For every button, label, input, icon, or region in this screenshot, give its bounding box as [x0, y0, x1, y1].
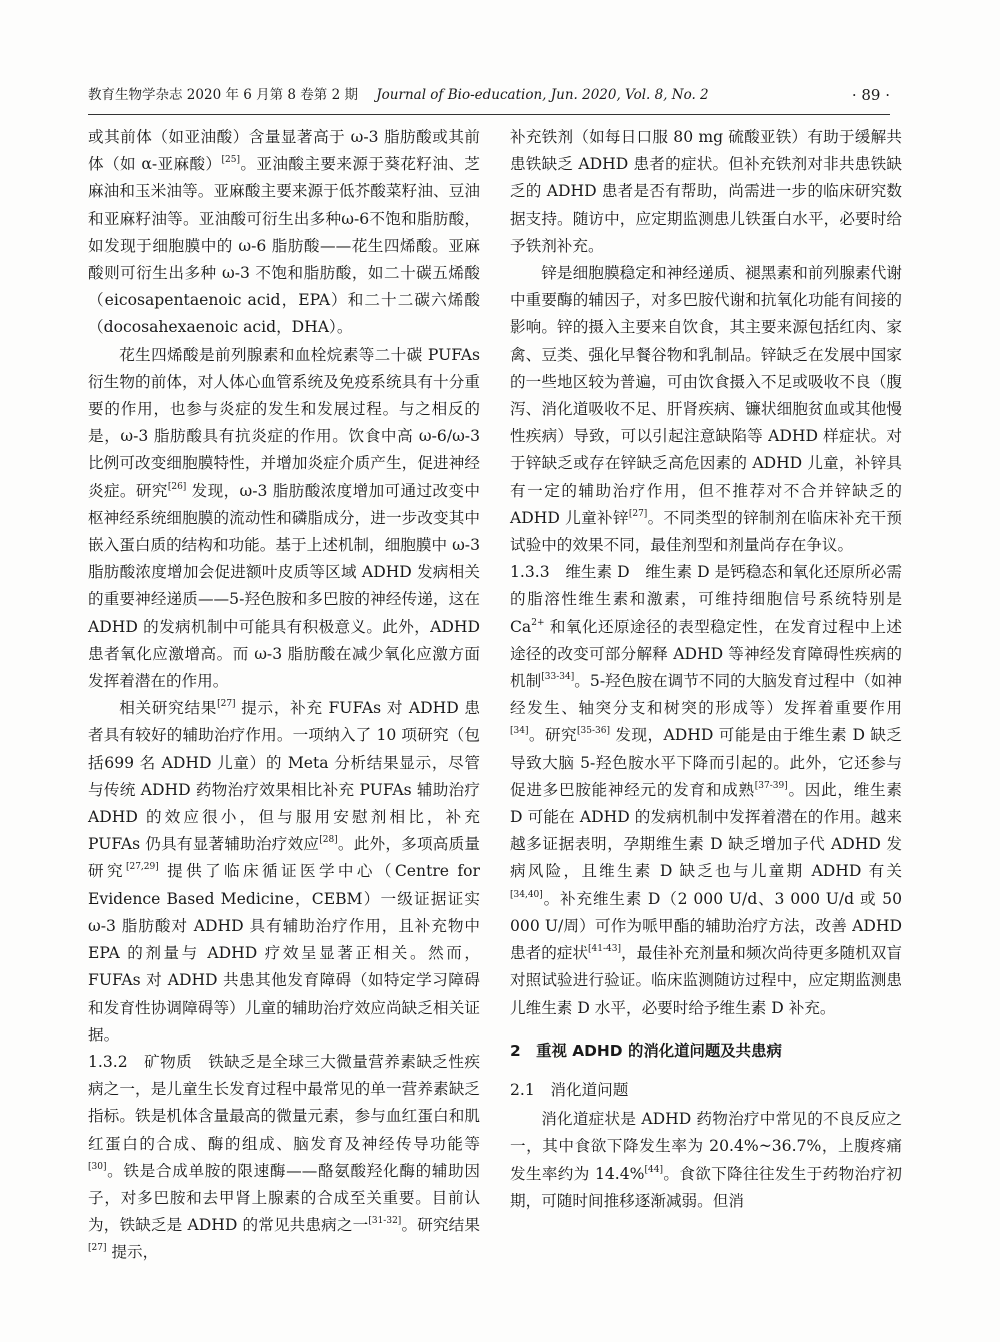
subsection-heading: 2.1 消化道问题	[510, 1080, 629, 1099]
citation[interactable]: [44]	[644, 1164, 663, 1175]
citation[interactable]: [26]	[167, 481, 187, 492]
citation[interactable]: [27]	[88, 1243, 107, 1254]
citation[interactable]: [34]	[510, 726, 529, 737]
page-number: · 89 ·	[851, 86, 890, 104]
issue-info-cn: 2020 年 6 月第 8 卷第 2 期	[186, 87, 358, 103]
citation[interactable]: [37-39]	[754, 780, 788, 791]
paragraph: 相关研究结果[27] 提示，补充 FUFAs 对 ADHD 患者具有较好的辅助治疗作用。一项纳入了 10 项研究（包括699 名 ADHD 儿童）的 Meta 分析结果显示，尽管与传统 ADHD 药物治疗效果相比补充 PUFAs 辅助治疗 ADHD 的效应很小，但与服用安慰剂相比，补充 PUFAs 仍具有显著辅助治疗效应[28]。此外，多项高质量研究[27,29] 提供了临床循证医学中心（Centre for Evidence Based Medicine，CEBM）一级证据证实 ω-3 脂肪酸对 ADHD 具有辅助治疗作用，且补充物中 EPA 的剂量与 ADHD 疗效呈显著正相关。然而，FUFAs 对 ADHD 共患其他发育障碍（如特定学习障碍和发育性协调障碍等）儿童的辅助治疗效应尚缺乏相关证据。	[88, 699, 480, 1044]
paragraph-vitamin-d: 1.3.3 维生素 D 维生素 D 是钙稳态和氧化还原所必需的脂溶性维生素和激素，可维持细胞信号系统特别是 $Ca^{2+}$ 和氧化还原途径的表型稳定性，在发育过程中上述途径的改变可部分解释 ADHD 等神经发育障碍性疾病的机制[33-34]。5-羟色胺在调节不同的大脑发育过程中（如神经发生、轴突分支和树突的形成等）发挥着重要作用[34]。研究[35-36] 发现，ADHD 可能是由于维生素 D 缺乏导致大脑 5-羟色胺水平下降而引起的。此外，它还参与促进多巴胺能神经元的发育和成熟[37-39]。因此，维生素 D 可能在 ADHD 的发病机制中发挥着潜在的作用。越来越多证据表明，孕期维生素 D 缺乏增加子代 ADHD 发病风险，且维生素 D 缺乏也与儿童期 ADHD 有关[34,40]。补充维生素 D（2 000 U/d、3 000 U/d 或 50 000 U/周）可作为哌甲酯的辅助治疗方法，改善 ADHD 患者的症状[41-43]，最佳补充剂量和频次尚待更多随机双盲对照试验进行验证。临床监测随访过程中，应定期监测患儿维生素 D 水平，必要时给予维生素 D 补充。	[510, 563, 902, 1017]
paragraph: 锌是细胞膜稳定和神经递质、褪黑素和前列腺素代谢中重要酶的辅因子，对多巴胺代谢和抗氧化功能有间接的影响。锌的摄入主要来自饮食，其主要来源包括红肉、家禽、豆类、强化早餐谷物和乳制品。锌缺乏在发展中国家的一些地区较为普遍，可由饮食摄入不足或吸收不良（腹泻、消化道吸收不足、肝肾疾病、镰状细胞贫血或其他慢性疾病）导致，可以引起注意缺陷等 ADHD 样症状。对于锌缺乏或存在锌缺乏高危因素的 ADHD 儿童，补锌具有一定的辅助治疗作用，但不推荐对不合并锌缺乏的 ADHD 儿童补锌[27]。不同类型的锌制剂在临床补充干预试验中的效果不同，最佳剂型和剂量尚存在争议。	[510, 264, 902, 555]
header-journal-info	[88, 82, 709, 108]
citation[interactable]: [33-34]	[541, 672, 575, 683]
citation[interactable]: [27,29]	[125, 862, 159, 873]
paragraph-minerals: 1.3.2 矿物质 铁缺乏是全球三大微量营养素缺乏性疾病之一，是儿童生长发育过程中最常见的单一营养素缺乏指标。铁是机体含量最高的微量元素，参与血红蛋白和肌红蛋白的合成、酶的组成、脑发育及神经传导功能等[30]。铁是合成单胺的限速酶——酪氨酸羟化酶的辅助因子，对多巴胺和去甲肾上腺素的合成至关重要。目前认为，铁缺乏是 ADHD 的常见共患病之一[31-32]。研究结果[27] 提示，	[88, 1052, 480, 1262]
right-column	[510, 124, 902, 1215]
left-column	[88, 124, 480, 1267]
header-rule	[88, 114, 890, 115]
paragraph: 消化道症状是 ADHD 药物治疗中常见的不良反应之一，其中食欲下降发生率为 20.4%~36.7%，上腹疼痛发生率约为 14.4%[44]。食欲下降往往发生于药物治疗初期，可随时间推移逐渐减弱。但消	[510, 1110, 902, 1210]
journal-name-cn: 教育生物学杂志	[88, 87, 183, 103]
superscript: 2+	[531, 617, 545, 628]
citation[interactable]: [27]	[217, 699, 236, 710]
citation[interactable]: [30]	[88, 1161, 107, 1172]
paragraph: 补充铁剂（如每日口服 80 mg 硫酸亚铁）有助于缓解共患铁缺乏 ADHD 患者的症状。但补充铁剂对非共患铁缺乏的 ADHD 患者是否有帮助，尚需进一步的临床研究数据支持。随访中，应定期监测患儿铁蛋白水平，必要时给予铁剂补充。	[510, 128, 902, 255]
citation[interactable]: [34,40]	[510, 889, 543, 900]
citation[interactable]: [41-43]	[588, 944, 622, 955]
citation[interactable]: [28]	[319, 835, 338, 846]
citation[interactable]: [27]	[628, 508, 648, 519]
section-heading: 2 重视 ADHD 的消化道问题及共患病	[510, 1041, 782, 1060]
journal-name-en: Journal of Bio-education, Jun. 2020, Vol. 8, No. 2	[376, 87, 709, 103]
citation[interactable]: [25]	[221, 155, 241, 166]
running-header	[88, 82, 890, 108]
paragraph: 或其前体（如亚油酸）含量显著高于 ω-3 脂肪酸或其前体（如 α-亚麻酸）[25]。亚油酸主要来源于葵花籽油、芝麻油和玉米油等。亚麻酸主要来源于低芥酸菜籽油、豆油和亚麻籽油等。亚油酸可衍生出多种ω-6不饱和脂肪酸，如发现于细胞膜中的 ω-6 脂肪酸——花生四烯酸。亚麻酸则可衍生出多种 ω-3 不饱和脂肪酸，如二十碳五烯酸（eicosapentaenoic acid，EPA）和二十二碳六烯酸（docosahexaenoic acid，DHA）。	[88, 128, 480, 337]
paragraph: 花生四烯酸是前列腺素和血栓烷素等二十碳 PUFAs 衍生物的前体，对人体心血管系统及免疫系统具有十分重要的作用，也参与炎症的发生和发展过程。与之相反的是，ω-3 脂肪酸具有抗炎症的作用。饮食中高 ω-6/ω-3 比例可改变细胞膜特性，并增加炎症介质产生，促进神经炎症。研究[26] 发现，ω-3 脂肪酸浓度增加可通过改变中枢神经系统细胞膜的流动性和磷脂成分，进一步改变其中嵌入蛋白质的结构和功能。基于上述机制，细胞膜中 ω-3脂肪酸浓度增加会促进额叶皮质等区域 ADHD 发病相关的重要神经递质——5-羟色胺和多巴胺的神经传递，这在 ADHD 的发病机制中可能具有积极意义。此外，ADHD 患者氧化应激增高。而 ω-3 脂肪酸在减少氧化应激方面发挥着潜在的作用。	[88, 345, 480, 691]
citation[interactable]: [31-32]	[368, 1216, 402, 1227]
citation[interactable]: [35-36]	[577, 726, 611, 737]
